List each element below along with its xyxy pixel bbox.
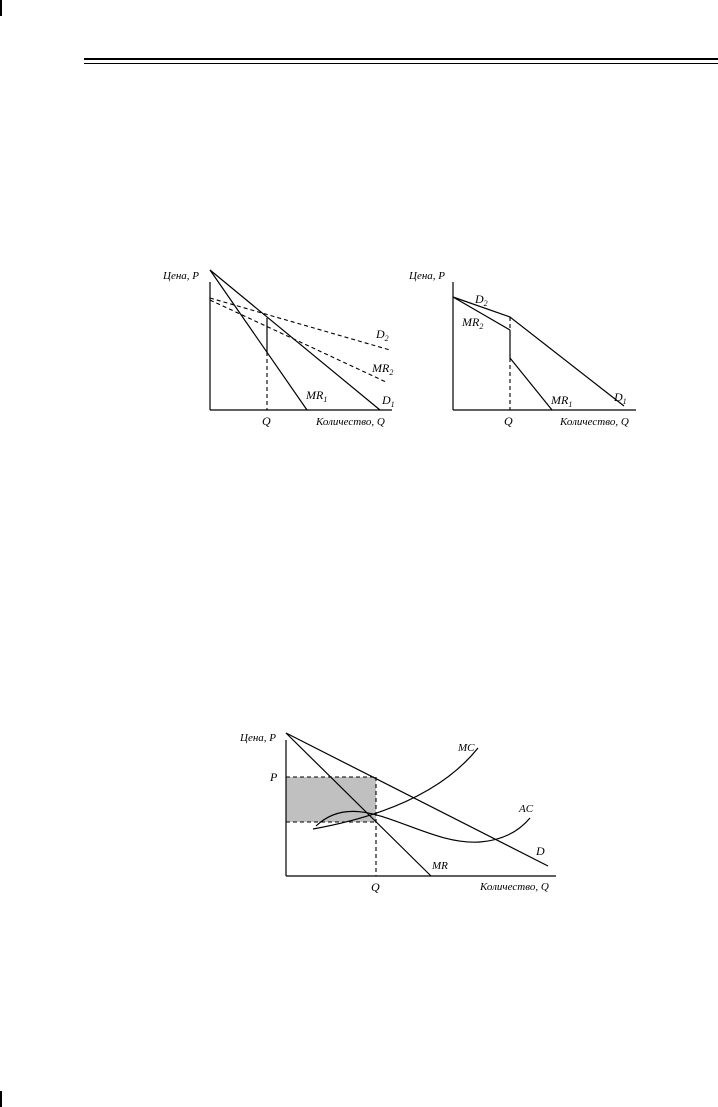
fig2-mr1-label: $MR_1$ xyxy=(551,393,573,409)
fig1-y-axis-label: Цена, P xyxy=(163,270,200,282)
fig2-d2-label: $D_2$ xyxy=(475,292,488,308)
fig3-x-axis-label: Количество, Q xyxy=(480,881,549,893)
fig2-mr1-segment xyxy=(510,358,552,410)
fig1-mr1-line xyxy=(210,270,307,410)
figure-1 xyxy=(162,270,395,428)
fig3-mr-label: MR xyxy=(432,860,448,872)
figure-3 xyxy=(239,732,556,894)
fig1-mr1-label: $MR_1$ xyxy=(306,388,328,404)
fig3-q-tick: Q xyxy=(371,880,380,894)
fig1-q-tick: Q xyxy=(262,414,271,428)
figure-2 xyxy=(408,270,636,428)
fig2-q-tick: Q xyxy=(504,414,513,428)
fig2-mr2-label: $MR_2$ xyxy=(462,315,484,331)
fig2-y-axis-label: Цена, P xyxy=(409,270,446,282)
fig3-y-axis-label: Цена, P xyxy=(240,732,277,744)
fig1-x-axis-label: Количество, Q xyxy=(316,416,385,428)
fig2-d1-label: $D_1$ xyxy=(614,390,627,406)
fig3-d-label: D xyxy=(536,844,545,858)
fig3-p-tick: P xyxy=(270,770,278,784)
fig1-mr2-label: $MR_2$ xyxy=(372,361,394,377)
fig1-d2-label: $D_2$ xyxy=(376,327,389,343)
fig3-ac-label: AC xyxy=(519,803,534,815)
fig2-d-kinked xyxy=(453,297,624,406)
fig2-x-axis-label: Количество, Q xyxy=(560,416,629,428)
fig1-d1-label: $D_1$ xyxy=(382,393,395,409)
fig3-mc-label: MC xyxy=(458,742,475,754)
